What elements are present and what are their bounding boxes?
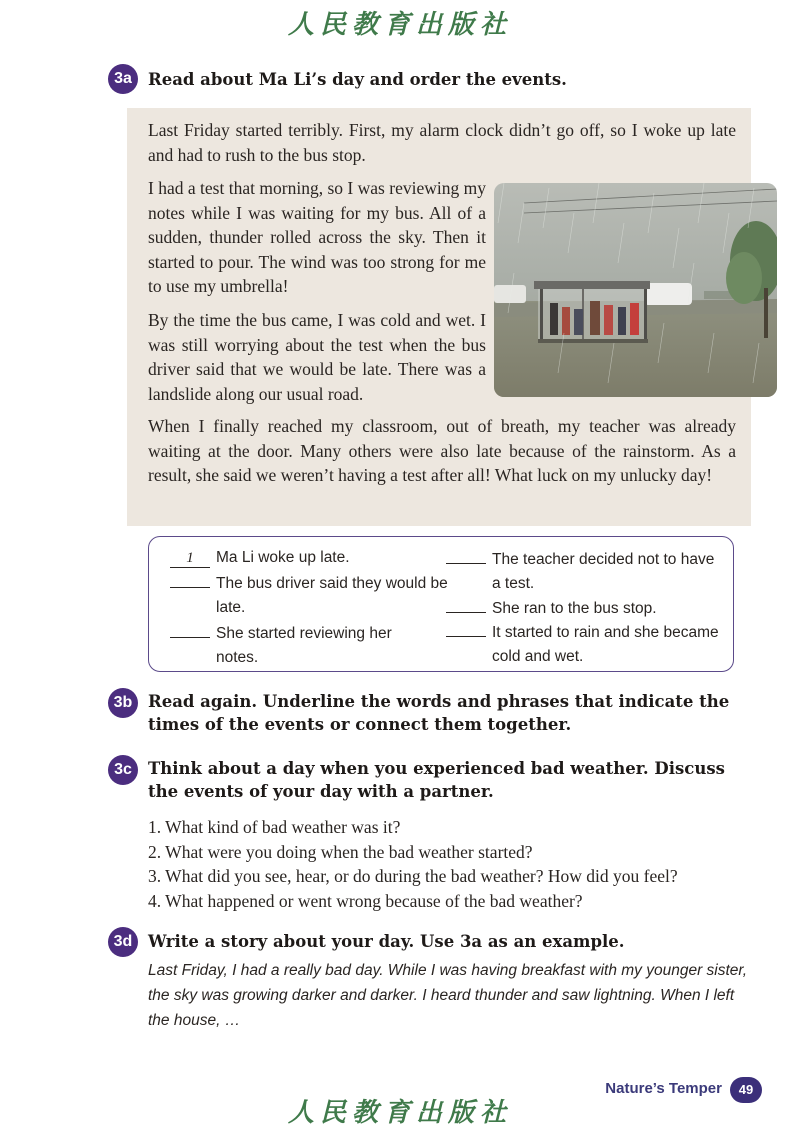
publisher-footer: 人民教育出版社 [287, 1098, 512, 1128]
passage-paragraph-3: By the time the bus came, I was cold and wet. I was still worrying about the test when the bus driver said that we would be late. There was a landslide along our usual road. [148, 310, 486, 404]
section-badge-3d: 3d [108, 927, 138, 957]
event-text: Ma Li woke up late. [216, 549, 350, 566]
page-number: 49 [730, 1077, 762, 1103]
event-item [446, 595, 726, 621]
section-badge-3c: 3c [108, 755, 138, 785]
question-item: 2. What were you doing when the bad weather started? [148, 841, 533, 862]
answer-blank[interactable]: 1 [170, 550, 210, 568]
passage-paragraph-1: Last Friday started terribly. First, my alarm clock didn’t go off, so I woke up late and had to rush to the bus stop. [148, 120, 736, 165]
section-3b-instruction: Read again. Underline the words and phrases that indicate the times of the events or connect them together. [148, 692, 730, 734]
answer-blank[interactable] [170, 620, 210, 638]
question-item: 3. What did you see, hear, or do during the bad weather? How did you feel? [148, 866, 678, 886]
rainstorm-bus-stop-photo [494, 183, 777, 397]
passage-paragraph-4: When I finally reached my classroom, out of breath, my teacher was already waiting at the door. Many others were also late because of the rainstorm. As a result, she said we weren’t having a test after all! What luck on my unlucky day! [148, 416, 736, 485]
event-text: The teacher decided not to have a test. [492, 551, 715, 592]
event-item [170, 546, 420, 570]
event-text: She ran to the bus stop. [492, 600, 657, 617]
section-3c-instruction: Think about a day when you experienced bad weather. Discuss the events of your day with a partner. [148, 759, 725, 801]
event-item [446, 546, 726, 596]
section-badge-3b: 3b [108, 688, 138, 718]
section-3a-instruction: Read about Ma Li’s day and order the events. [148, 70, 567, 89]
answer-blank[interactable] [446, 619, 486, 637]
answer-blank[interactable] [170, 570, 210, 588]
event-text: The bus driver said they would be late. [216, 575, 448, 616]
answer-blank[interactable] [446, 595, 486, 613]
question-item: 4. What happened or went wrong because of the bad weather? [148, 890, 583, 911]
event-text: She started reviewing her notes. [216, 625, 392, 666]
event-item [170, 620, 436, 670]
event-text: It started to rain and she became cold and wet. [492, 624, 719, 665]
section-badge-3a: 3a [108, 64, 138, 94]
example-story: Last Friday, I had a really bad day. While I was having breakfast with my younger sister, the sky was growing darker and darker. I heard thunder and saw lightning. When I left the house, … [148, 962, 748, 1029]
event-item [446, 619, 732, 669]
section-3d-instruction: Write a story about your day. Use 3a as an example. [148, 932, 625, 951]
unit-title: Nature’s Temper [605, 1080, 722, 1097]
passage-paragraph-2: I had a test that morning, so I was reviewing my notes while I was waiting for my bus. All of a sudden, thunder rolled across the sky. Then it started to pour. The wind was too strong for me to use my umbrella! [148, 178, 486, 296]
discussion-questions [148, 815, 748, 913]
answer-blank[interactable] [446, 546, 486, 564]
question-item: 1. What kind of bad weather was it? [148, 817, 401, 837]
publisher-header: 人民教育出版社 [287, 10, 512, 40]
event-item [170, 570, 456, 620]
